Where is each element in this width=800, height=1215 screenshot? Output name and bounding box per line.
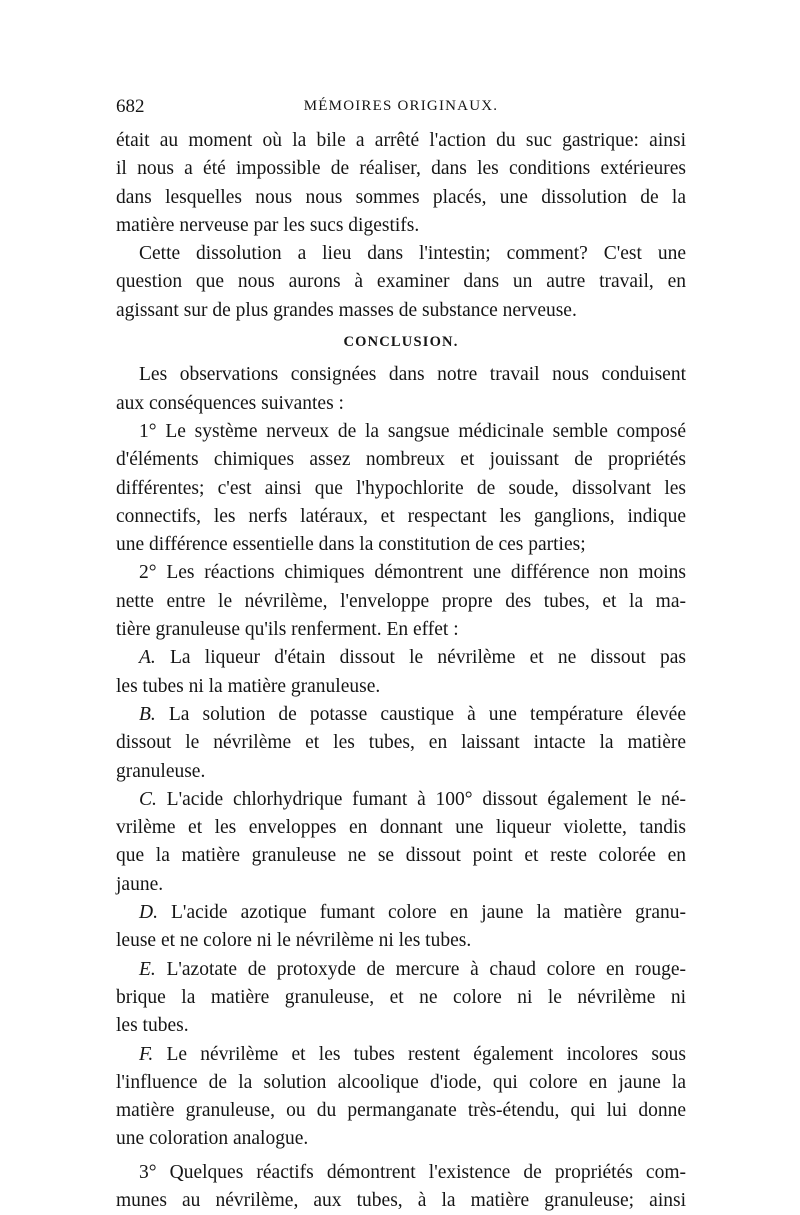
text-line [116,701,686,729]
text-line: matière granuleuse, ou du permanganate très-étendu, qui lui donne [116,1100,686,1122]
text-line: Les observations consignées dans notre travail nous conduisent [139,364,686,386]
text-line: connectifs, les nerfs latéraux, et respectant les ganglions, indique [116,505,686,527]
text-line: l'influence de la solution alcoolique d'iode, qui colore en jaune la [116,1071,686,1093]
page-number: 682 [116,96,145,117]
text-line: granuleuse. [116,760,206,782]
text-line [116,899,686,927]
text-line: munes au névrilème, aux tubes, à la matière granuleuse; ainsi [116,1189,686,1211]
text-line: d'éléments chimiques assez nombreux et jouissant de propriétés [116,449,686,471]
text-line: nette entre le névrilème, l'enveloppe propre des tubes, et la ma- [116,590,686,612]
text-line: jaune. [116,873,164,895]
text-line: matière nerveuse par les sucs digestifs. [116,214,420,236]
item-letter: A. [139,647,156,669]
text-line: vrilème et les enveloppes en donnant une liqueur violette, tandis [116,817,686,839]
text-line: 3° Quelques réactifs démontrent l'existence de propriétés com- [139,1161,686,1183]
running-title: MÉMOIRES ORIGINAUX. [303,98,499,114]
text-line: agissant sur de plus grandes masses de substance nerveuse. [116,299,577,321]
text-line: il nous a été impossible de réaliser, dans les conditions extérieures [116,158,686,180]
text-line: Cette dissolution a lieu dans l'intestin; comment? C'est une [139,243,686,265]
item-letter: F. [139,1043,154,1065]
text-line [116,786,686,814]
text-line: question que nous aurons à examiner dans un autre travail, en [116,271,686,293]
item-letter: D. [139,902,158,924]
text-line [116,644,686,672]
text-span: La solution de potasse caustique à une température élevée [155,703,686,725]
page-header [116,96,686,122]
text-span: L'azotate de protoxyde de mercure à chaud colore en rouge- [155,958,686,980]
text-line: aux conséquences suivantes : [116,392,344,414]
text-line: était au moment où la bile a arrêté l'action du suc gastrique: ainsi [116,130,686,151]
item-letter: B. [139,703,156,725]
text-span: L'acide chlorhydrique fumant à 100° dissout également le né- [156,788,686,810]
text-line: les tubes ni la matière granuleuse. [116,675,381,697]
text-line: 2° Les réactions chimiques démontrent une différence non moins [139,562,686,584]
body-text [116,127,686,1215]
text-line: les tubes. [116,1015,189,1037]
section-heading: CONCLUSION. [343,334,459,351]
text-line [116,1041,686,1069]
text-span: La liqueur d'étain dissout le névrilème et ne dissout pas [155,647,686,669]
item-letter: C. [139,788,157,810]
text-span: L'acide azotique fumant colore en jaune la matière granu- [157,902,686,924]
text-line: brique la matière granuleuse, et ne colore ni le névrilème ni [116,986,686,1008]
text-span: Le névrilème et les tubes restent également incolores sous [153,1043,686,1065]
text-line: différentes; c'est ainsi que l'hypochlorite de soude, dissolvant les [116,477,686,499]
text-line: une coloration analogue. [116,1128,309,1150]
text-line: que la matière granuleuse ne se dissout point et reste colorée en [116,845,686,867]
text-line [116,956,686,984]
text-line: dissout le névrilème et les tubes, en laissant intacte la matière [116,732,686,754]
text-line: dans lesquelles nous nous sommes placés, une dissolution de la [116,186,686,208]
text-line: une différence essentielle dans la constitution de ces parties; [116,534,586,556]
item-letter: E. [139,958,156,980]
text-line: 1° Le système nerveux de la sangsue médicinale semble composé [139,420,686,442]
text-line: tière granuleuse qu'ils renferment. En effet : [116,619,459,641]
text-line: leuse et ne colore ni le névrilème ni les tubes. [116,930,472,952]
